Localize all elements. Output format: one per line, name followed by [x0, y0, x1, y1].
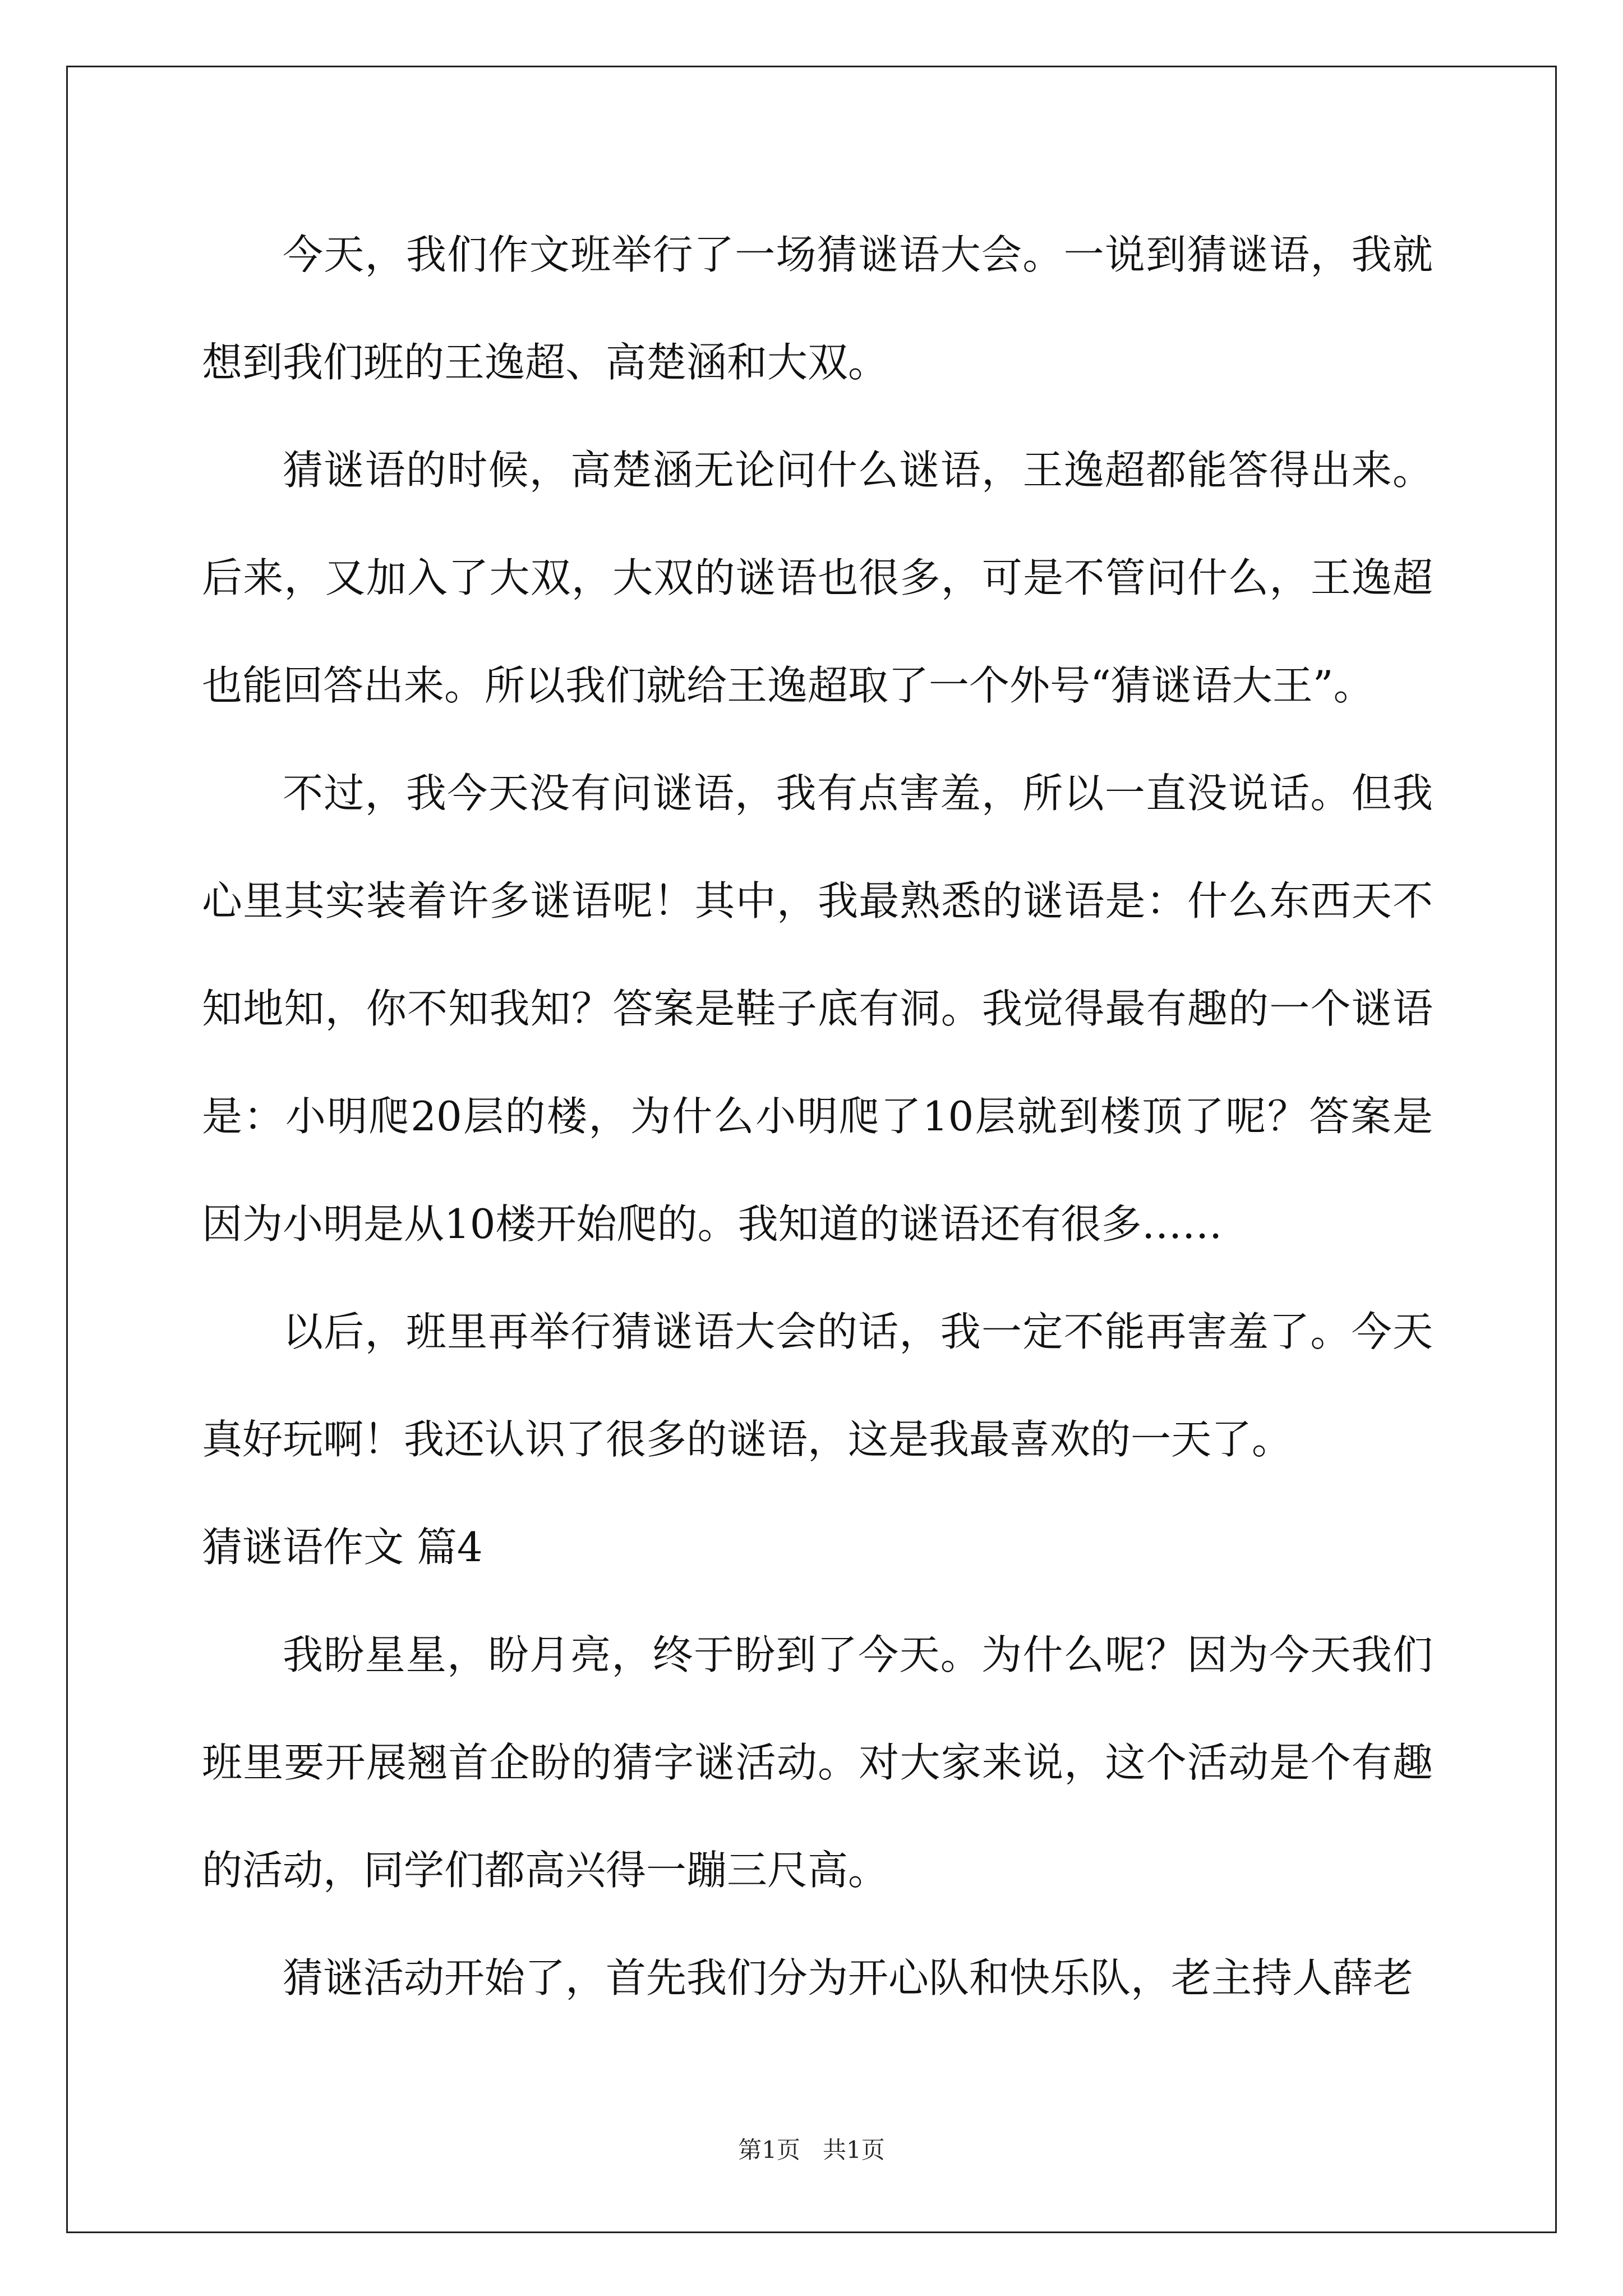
paragraph-2: 猜谜语的时候，高楚涵无论问什么谜语，王逸超都能答得出来。后来，又加入了大双，大双的谜语也很多，可是不管问什么，王逸超也能回答出来。所以我们就给王逸超取了一个外号“猜谜语大王”。	[202, 447, 1433, 709]
document-body	[202, 201, 1433, 2032]
section-heading: 猜谜语作文 篇4	[202, 1524, 483, 1571]
page-footer: 第1页 共1页	[738, 2136, 885, 2164]
paragraph-3: 不过，我今天没有问谜语，我有点害羞，所以一直没说话。但我心里其实装着许多谜语呢！其中，我最熟悉的谜语是：什么东西天不知地知，你不知我知？答案是鞋子底有洞。我觉得最有趣的一个谜语是：小明爬20层的楼，为什么小明爬了10层就到楼顶了呢？答案是因为小明是从10楼开始爬的。我知道的谜语还有很多……	[202, 770, 1433, 1248]
paragraph-1: 今天，我们作文班举行了一场猜谜语大会。一说到猜谜语，我就想到我们班的王逸超、高楚涵和大双。	[202, 231, 1433, 386]
paragraph-6: 猜谜活动开始了，首先我们分为开心队和快乐队，老主持人薛老	[283, 1954, 1414, 2001]
paragraph-4: 以后，班里再举行猜谜语大会的话，我一定不能再害羞了。今天真好玩啊！我还认识了很多的谜语，这是我最喜欢的一天了。	[202, 1308, 1433, 1463]
paragraph-5: 我盼星星，盼月亮，终于盼到了今天。为什么呢？因为今天我们班里要开展翘首企盼的猜字谜活动。对大家来说，这个活动是个有趣的活动，同学们都高兴得一蹦三尺高。	[202, 1631, 1433, 1894]
